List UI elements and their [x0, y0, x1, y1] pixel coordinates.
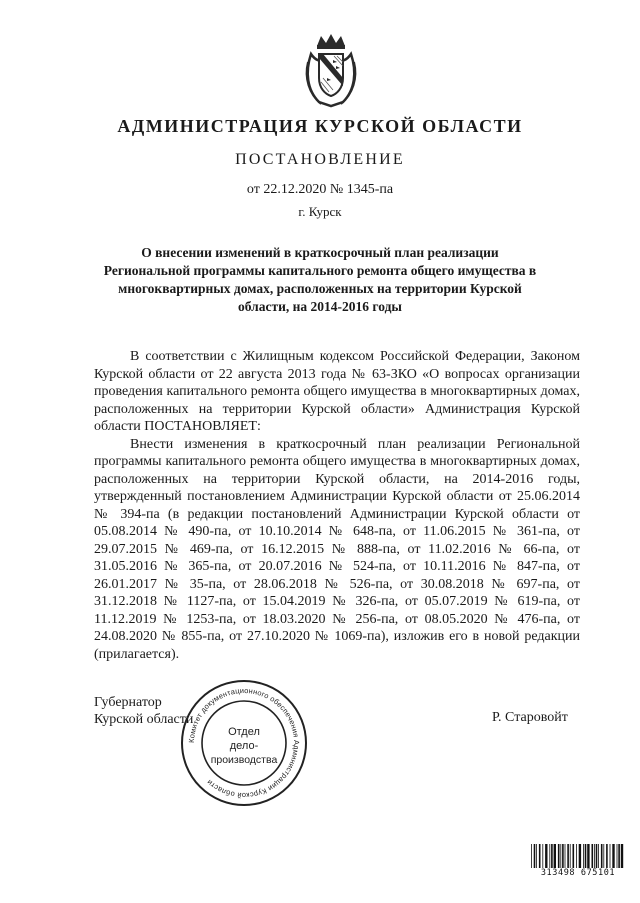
barcode-bar: [612, 844, 614, 868]
barcode-bar: [606, 844, 608, 868]
barcode-bar: [583, 844, 584, 868]
barcode-bar: [601, 844, 603, 868]
barcode-bar: [567, 844, 569, 868]
document-heading: [90, 244, 550, 316]
barcode-bar: [603, 844, 604, 868]
barcode-bar: [560, 844, 561, 868]
body-paragraph-preamble: В соответствии с Жилищным кодексом Российской Федерации, Законом Курской области от 22 августа 2013 года № 63-ЗКО «О вопросах организации проведения капитального ремонта общего имущества в многоквартирных домах, расположенных на территории Курской области» Администрация Курской области ПОСТАНОВЛЯЕТ:: [94, 349, 580, 434]
barcode-bar: [598, 844, 599, 868]
barcode-bar: [545, 844, 547, 868]
barcode-bar: [562, 844, 564, 868]
barcode-bar: [592, 844, 594, 868]
stamp-ring-text: Комитет документационного обеспечения Администрации Курской области: [186, 685, 302, 801]
stamp-line1: Отдел: [228, 726, 260, 738]
document-body: [94, 348, 580, 663]
barcode-bar: [531, 844, 532, 868]
document-city: г. Курск: [298, 204, 342, 219]
document-date-number: от 22.12.2020 № 1345-па: [246, 182, 394, 197]
barcode-bar: [539, 844, 541, 868]
barcode-bar: [585, 844, 587, 868]
barcode-bar: [618, 844, 620, 868]
barcode-block: [530, 844, 626, 880]
barcode-bar: [621, 844, 623, 868]
signatory-position-line2: Курской области: [94, 712, 194, 727]
barcode-bar: [570, 844, 571, 868]
barcode-bar: [551, 844, 553, 868]
document-type: ПОСТАНОВЛЕНИЕ: [235, 151, 405, 168]
signatory-position-line1: Губернатор: [94, 695, 162, 710]
barcode-bar: [534, 844, 536, 868]
barcode-bar: [576, 844, 577, 868]
coat-of-arms-emblem: [303, 32, 359, 108]
official-stamp: [178, 677, 310, 809]
stamp-line3: производства: [210, 754, 278, 766]
barcode: [530, 844, 626, 868]
body-paragraph-resolution: Внести изменения в краткосрочный план реализации Региональной программы капитального ремонта общего имущества в многоквартирных домах, расположенных на территории Курской области, на 2014-2016 годы, утвержденный постановлением Администрации Курской области от 25.06.2014 № 394-па (в редакции постановлений Администрации Курской области от 05.08.2014 № 490-па, от 10.10.2014 № 648-па, от 11.06.2015 № 361-па, от 29.07.2015 № 469-па, от 16.12.2015 № 888-па, от 11.02.2016 № 66-па, от 31.05.2016 № 365-па, от 20.07.2016 № 524-па, от 10.11.2016 № 847-па, от 26.01.2017 № 35-па, от 28.06.2018 № 526-па, от 30.08.2018 № 697-па, от 31.12.2018 № 1127-па, от 15.04.2019 № 326-па, от 05.07.2019 № 619-па, от 11.12.2019 № 1253-па, от 18.03.2020 № 256-па, от 08.05.2020 № 476-па, от 24.08.2020 № 855-па, от 27.10.2020 № 1069-па), изложив его в новой редакции (прилагается).: [94, 436, 580, 662]
barcode-bar: [536, 844, 537, 868]
heading-line: области, на 2014-2016 годы: [238, 299, 402, 314]
barcode-bar: [558, 844, 560, 868]
organization-title: АДМИНИСТРАЦИЯ КУРСКОЙ ОБЛАСТИ: [117, 116, 523, 136]
heading-line: многоквартирных домах, расположенных на территории Курской: [118, 281, 522, 296]
heading-line: Региональной программы капитального ремонта общего имущества в: [103, 263, 537, 278]
barcode-bar: [554, 844, 556, 868]
barcode-bar: [579, 844, 581, 868]
barcode-bar: [542, 844, 543, 868]
signatory-name: Р. Старовойт: [492, 710, 568, 725]
barcode-bar: [565, 844, 566, 868]
barcode-bar: [573, 844, 575, 868]
barcode-bar: [587, 844, 589, 868]
barcode-bar: [610, 844, 611, 868]
stamp-line2: дело-: [229, 740, 259, 752]
barcode-bar: [617, 844, 618, 868]
barcode-bar: [549, 844, 550, 868]
heading-line: О внесении изменений в краткосрочный план реализации: [141, 245, 499, 260]
barcode-bar: [596, 844, 598, 868]
barcode-number: 313498 675101: [530, 868, 626, 878]
barcode-bar: [594, 844, 595, 868]
